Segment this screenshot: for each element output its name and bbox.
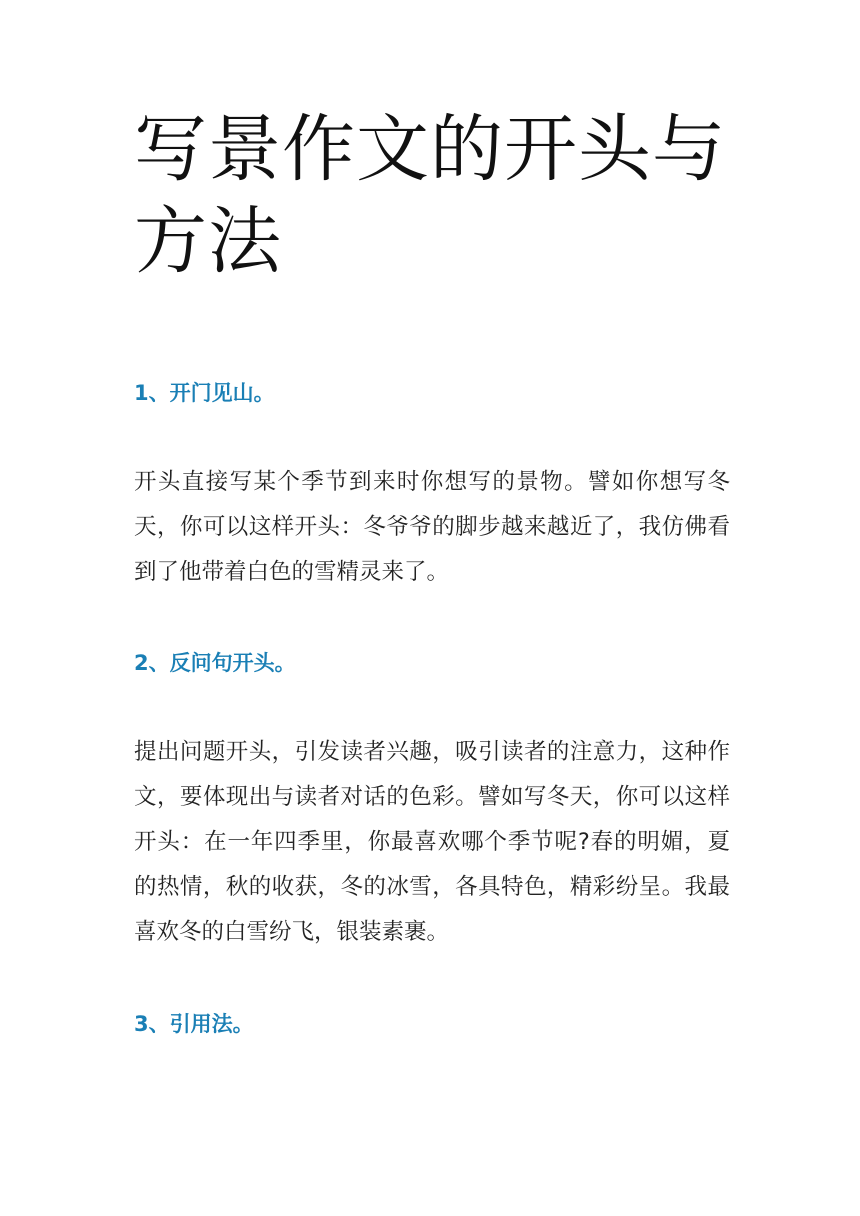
- section-heading-1: 1、开门见山。: [134, 381, 275, 405]
- section-paragraph-2: 提出问题开头，引发读者兴趣，吸引读者的注意力，这种作文，要体现出与读者对话的色彩。譬如写冬天，你可以这样开头：在一年四季里，你最喜欢哪个季节呢?春的明媚，夏的热情，秋的收获，冬的冰雪，各具特色，精彩纷呈。我最喜欢冬的白雪纷飞，银装素裹。: [134, 739, 730, 945]
- document-page: [134, 0, 734, 1216]
- section-paragraph-1: 开头直接写某个季节到来时你想写的景物。譬如你想写冬天，你可以这样开头：冬爷爷的脚步越来越近了，我仿佛看到了他带着白色的雪精灵来了。: [134, 469, 730, 585]
- section-heading-2: 2、反问句开头。: [134, 651, 296, 675]
- section-heading-3: 3、引用法。: [134, 1012, 254, 1036]
- document-title: 写景作文的开头与方法: [134, 107, 726, 284]
